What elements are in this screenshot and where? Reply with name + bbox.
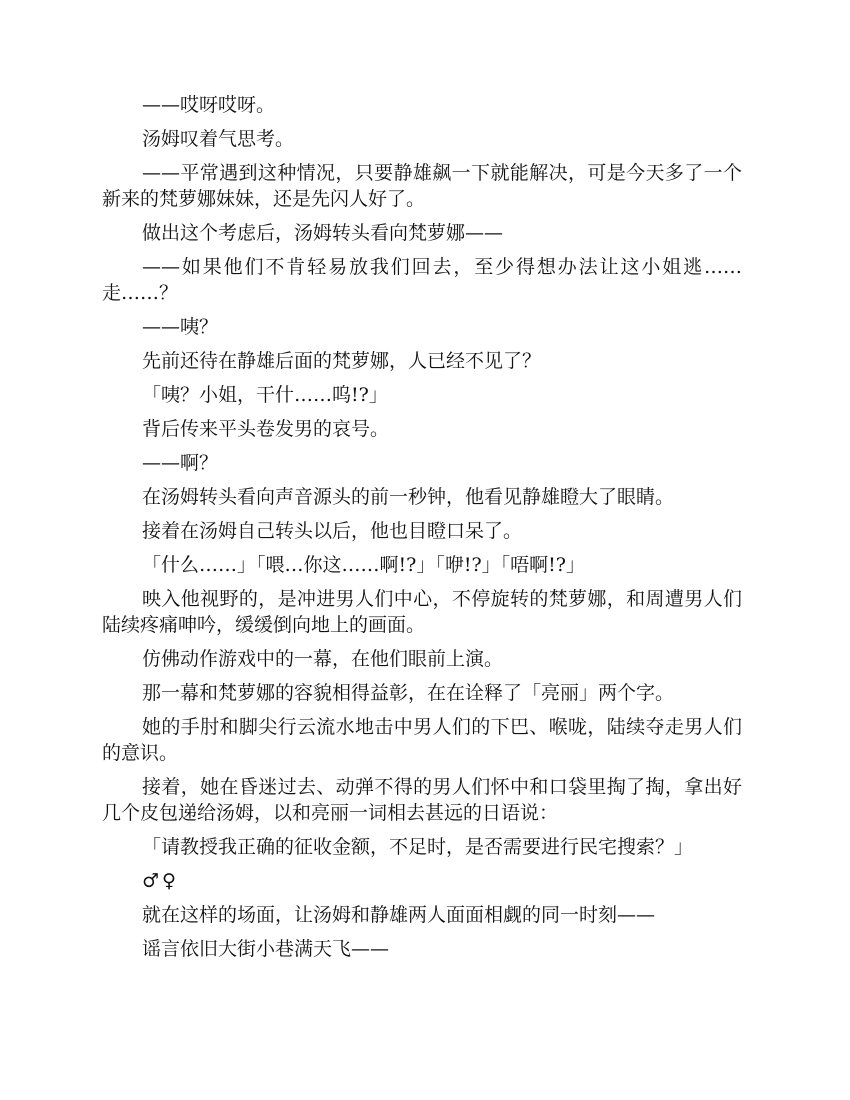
dialogue-line: 「咦？小姐，干什……呜!?」 xyxy=(142,384,388,406)
paragraph: ——哎呀哎呀。 xyxy=(142,94,276,116)
paragraph: ——啊？ xyxy=(142,452,219,474)
paragraph: 做出这个考虑后，汤姆转头看向梵萝娜—— xyxy=(142,222,504,244)
section-break-symbol: ♂♀ xyxy=(142,870,179,892)
paragraph: 汤姆叹着气思考。 xyxy=(142,128,295,150)
paragraph: 先前还待在静雄后面的梵萝娜，人已经不见了？ xyxy=(142,350,542,372)
document-page xyxy=(102,92,742,970)
paragraph: 仿佛动作游戏中的一幕，在他们眼前上演。 xyxy=(142,648,504,670)
dialogue-line: 「请教授我正确的征收金额，不足时，是否需要进行民宅搜索？」 xyxy=(142,836,694,858)
paragraph: 她的手肘和脚尖行云流水地击中男人们的下巴、喉咙，陆续夺走男人们的意识。 xyxy=(102,716,742,764)
paragraph: 在汤姆转头看向声音源头的前一秒钟，他看见静雄瞪大了眼睛。 xyxy=(142,486,675,508)
paragraph: 接着，她在昏迷过去、动弹不得的男人们怀中和口袋里掏了掏，拿出好几个皮包递给汤姆，以和亮丽一词相去甚远的日语说： xyxy=(102,776,742,824)
dialogue-line: 「什么……」「喂…你这……啊!?」「咿!?」「唔啊!?」 xyxy=(142,554,585,576)
paragraph: 映入他视野的，是冲进男人们中心，不停旋转的梵萝娜，和周遭男人们陆续疼痛呻吟，缓缓倒向地上的画面。 xyxy=(102,588,742,636)
paragraph: 谣言依旧大街小巷满天飞—— xyxy=(142,938,390,960)
paragraph: ——如果他们不肯轻易放我们回去，至少得想办法让这小姐逃……走……？ xyxy=(102,256,742,304)
paragraph: ——平常遇到这种情况，只要静雄飙一下就能解决，可是今天多了一个新来的梵萝娜妹妹，还是先闪人好了。 xyxy=(102,162,742,210)
paragraph: ——咦？ xyxy=(142,316,219,338)
paragraph: 接着在汤姆自己转头以后，他也目瞪口呆了。 xyxy=(142,520,523,542)
paragraph: 那一幕和梵萝娜的容貌相得益彰，在在诠释了「亮丽」两个字。 xyxy=(142,682,675,704)
paragraph: 背后传来平头卷发男的哀号。 xyxy=(142,418,390,440)
paragraph: 就在这样的场面，让汤姆和静雄两人面面相觑的同一时刻—— xyxy=(142,904,656,926)
